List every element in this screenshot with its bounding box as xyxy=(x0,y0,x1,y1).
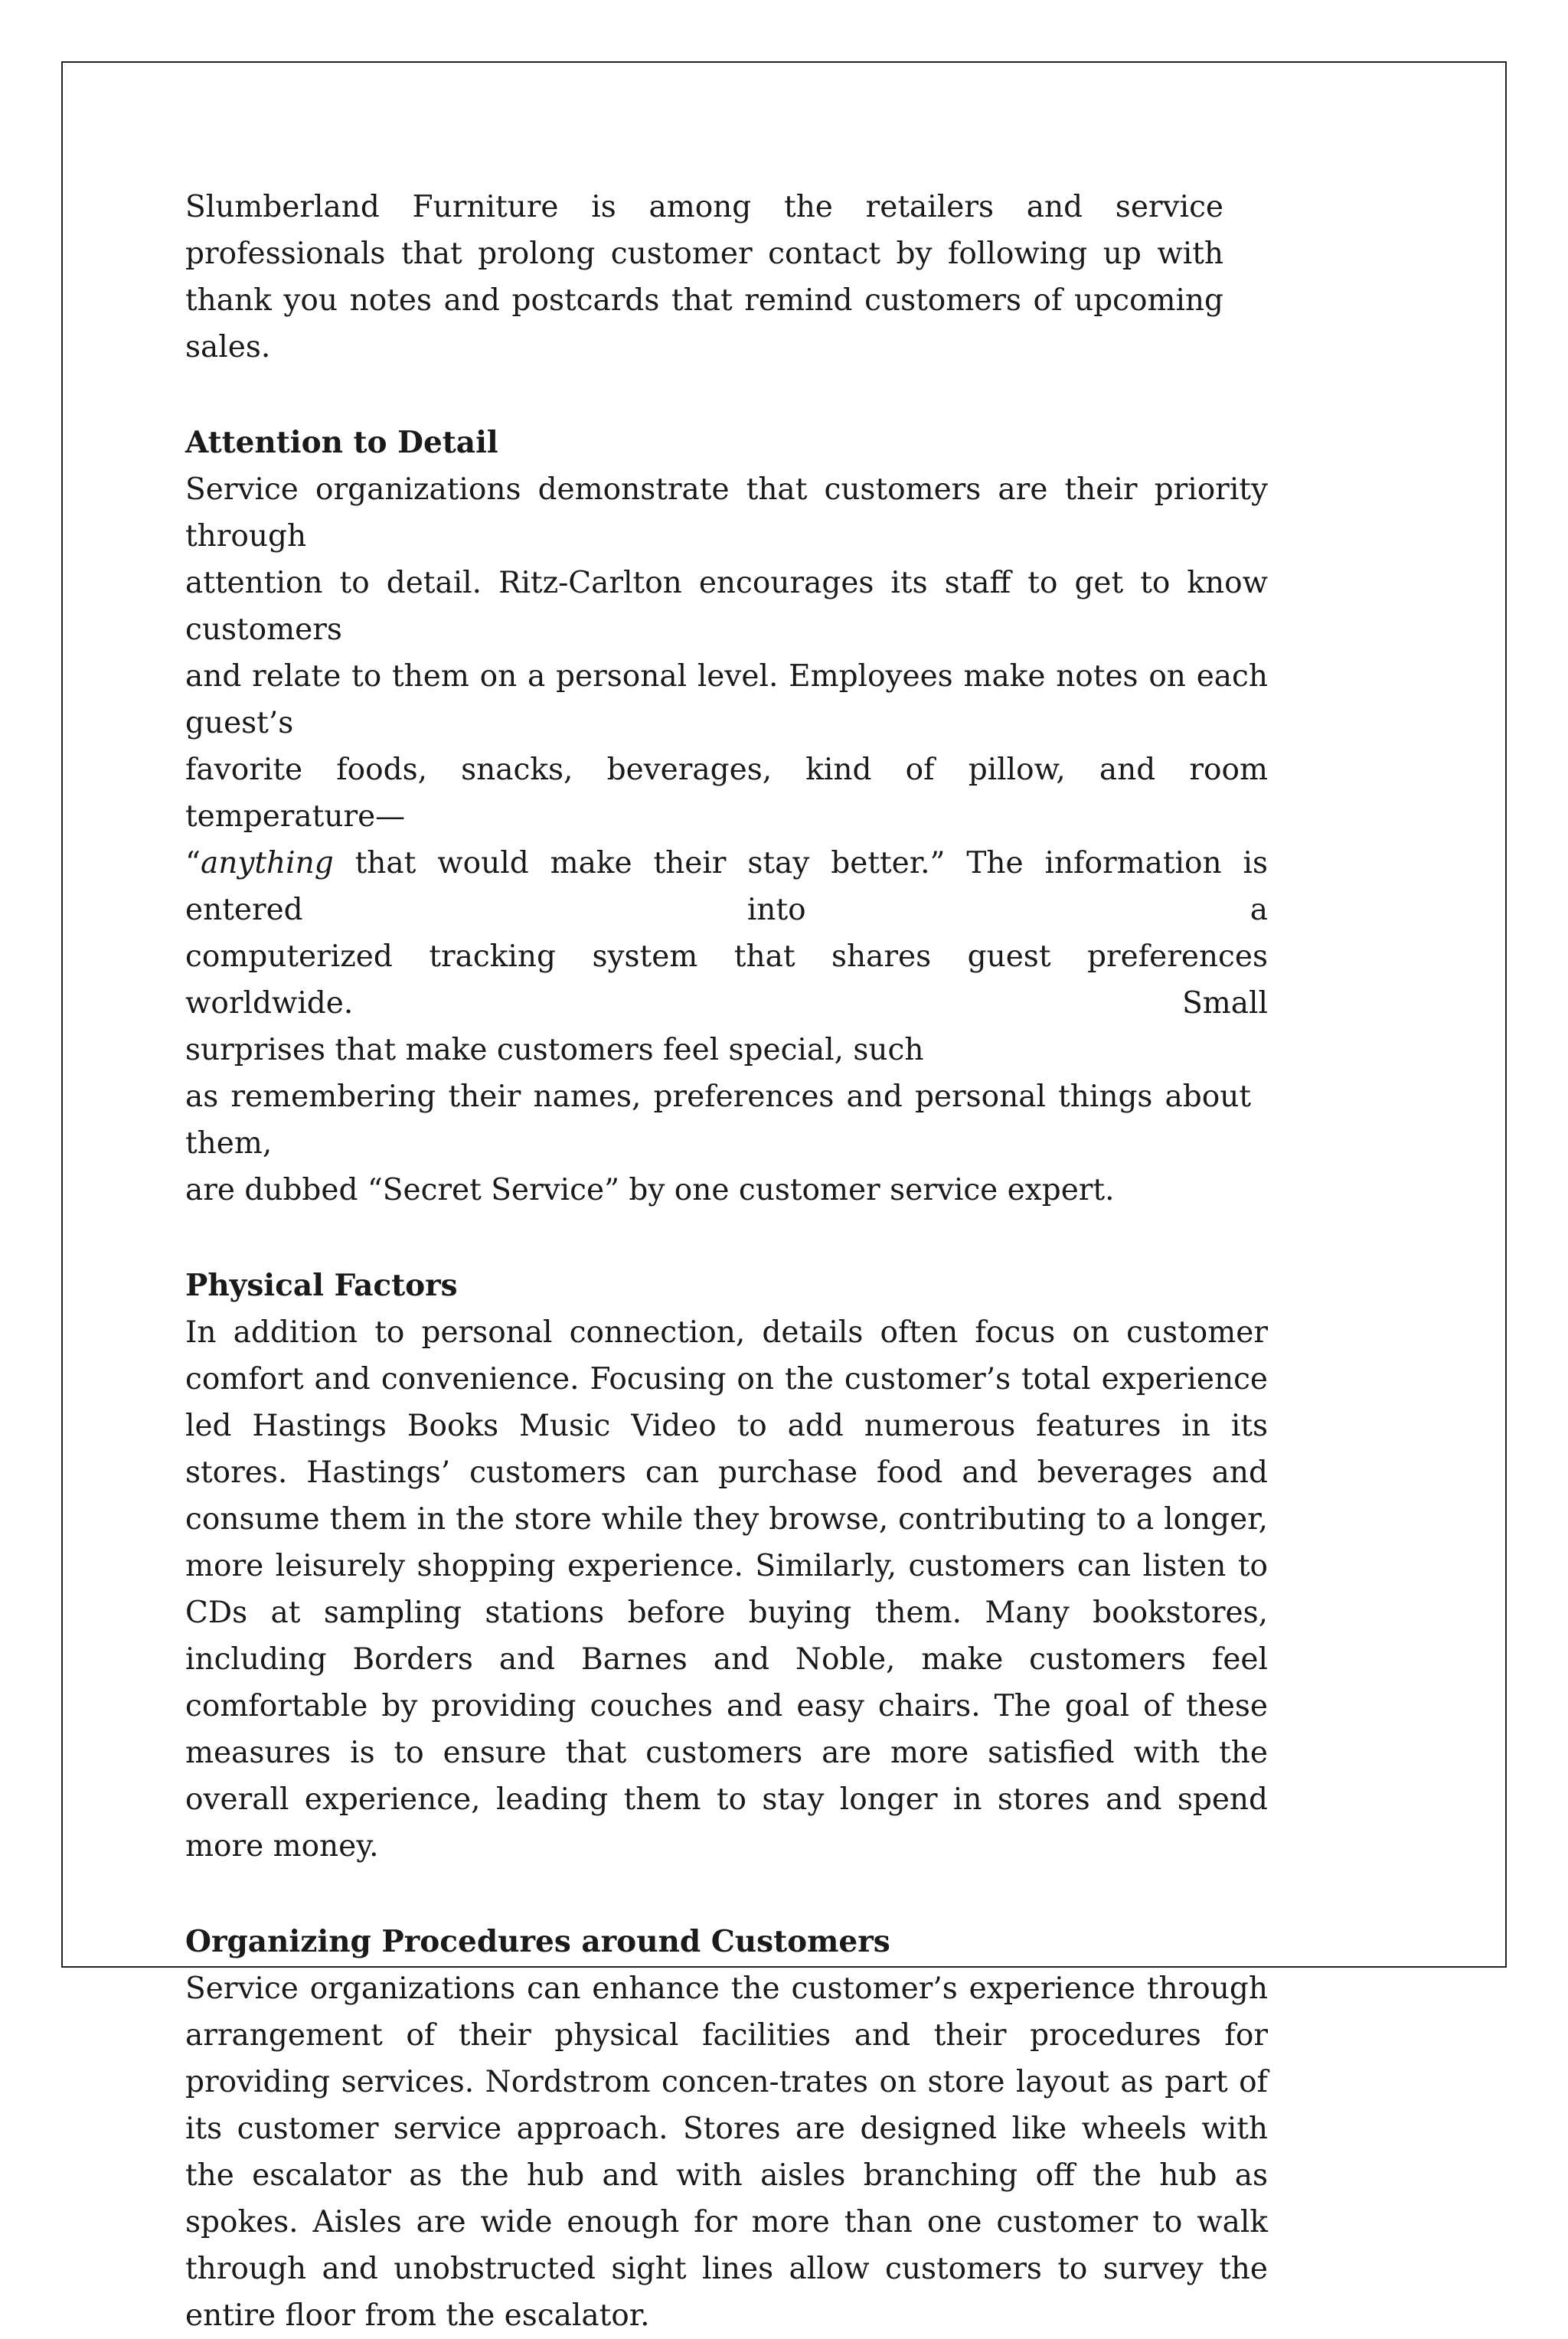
section-heading-organizing-procedures: Organizing Procedures around Customers xyxy=(185,1924,890,1959)
paragraph-line: are dubbed “Secret Service” by one customer service expert. xyxy=(185,1173,1115,1207)
paragraph-line: as remembering their names, preferences and personal things about them, xyxy=(185,1080,1251,1161)
intro-paragraph: Slumberland Furniture is among the retailers and service professionals that prolong customer contact by following up with thank you notes and postcards that remind customers of upcoming sales. xyxy=(185,190,1223,364)
paragraph-line: favorite foods, snacks, beverages, kind of pillow, and room temperature— xyxy=(185,753,1268,834)
quote-rest: that would make their stay better.” The information is entered into a xyxy=(185,846,1268,927)
section-heading-physical-factors: Physical Factors xyxy=(185,1268,458,1303)
paragraph-line: surprises that make customers feel special, such xyxy=(185,1033,924,1067)
italic-word: anything xyxy=(200,846,334,880)
section-heading-attention-to-detail: Attention to Detail xyxy=(185,425,498,460)
paragraph-line: Service organizations demonstrate that customers are their priority through xyxy=(185,472,1268,554)
section-gap xyxy=(185,1214,1268,1263)
physical-factors-paragraph: In addition to personal connection, details often focus on customer comfort and convenience. Focusing on the customer’s total experience led Hastings Books Music Video to add numerous features in its stores. Hastings’ customers can purchase food and beverages and consume them in the store while they browse, contributing to a longer, more leisurely shopping experience. Similarly, customers can listen to CDs at sampling stations before buying them. Many bookstores, including Borders and Barnes and Noble, make customers feel comfortable by providing couches and easy chairs. The goal of these measures is to ensure that customers are more satisfied with the overall experience, leading them to stay longer in stores and spend more money. xyxy=(185,1315,1268,1864)
organizing-procedures-paragraph: Service organizations can enhance the customer’s experience through arrangement of their physical facilities and their procedures for providing services. Nordstrom concen-trates on store layout as part of its customer service approach. Stores are designed like wheels with the escalator as the hub and with aisles branching off the hub as spokes. Aisles are wide enough for more than one customer to walk through and unobstructed sight lines allow customers to survey the entire floor from the escalator. xyxy=(185,1971,1268,2333)
paragraph-line: and relate to them on a personal level. Employees make notes on each guest’s xyxy=(185,659,1268,740)
paragraph-line: computerized tracking system that shares guest preferences worldwide. Small xyxy=(185,939,1268,1021)
document-body xyxy=(185,184,1268,2339)
section-gap xyxy=(185,371,1268,420)
paragraph-line xyxy=(185,840,1268,933)
section-gap xyxy=(185,1870,1268,1919)
attention-to-detail-paragraph xyxy=(185,466,1268,1214)
quote-open: “ xyxy=(185,846,201,880)
paragraph-line: attention to detail. Ritz-Carlton encourages its staff to get to know customers xyxy=(185,566,1268,647)
